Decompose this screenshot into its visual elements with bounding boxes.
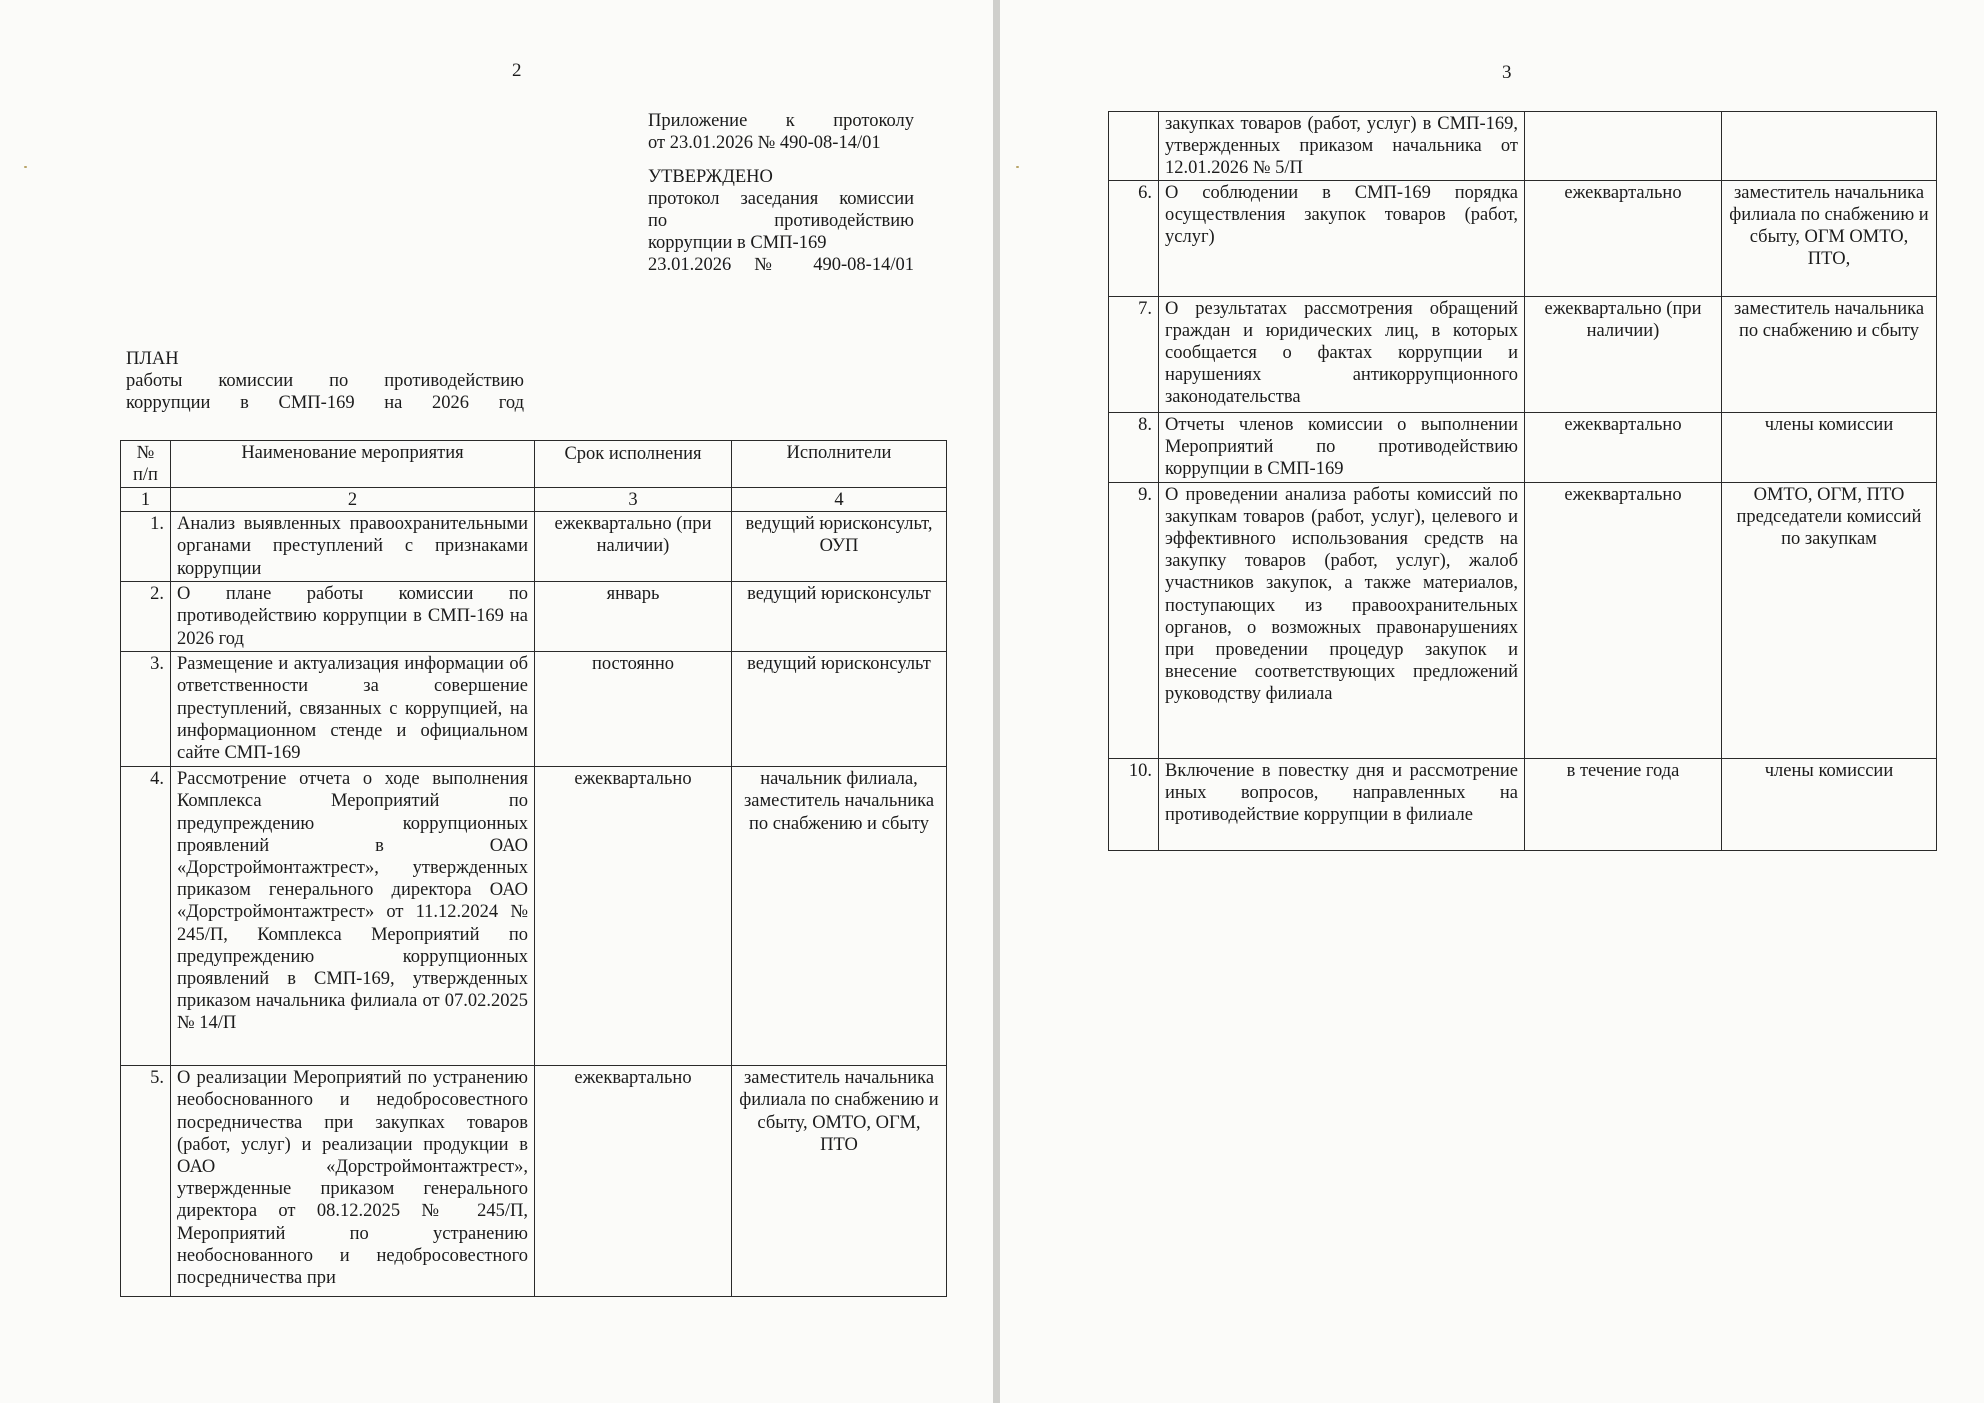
row-term: январь bbox=[535, 582, 732, 652]
row-executors bbox=[1722, 112, 1937, 181]
approved-block bbox=[648, 166, 914, 276]
row-number: 5. bbox=[121, 1066, 171, 1297]
row-name: Отчеты членов комиссии о выполнении Мероприятий по противодействию коррупции в СМП-169 bbox=[1159, 412, 1525, 482]
row-name: закупках товаров (работ, услуг) в СМП-169, утвержденных приказом начальника от 12.01.2026 № 5/П bbox=[1159, 112, 1525, 181]
table-row bbox=[121, 1066, 947, 1297]
row-term: ежеквартально bbox=[535, 767, 732, 1066]
row-name: О плане работы комиссии по противодействию коррупции в СМП-169 на 2026 год bbox=[171, 582, 535, 652]
table-row bbox=[121, 652, 947, 767]
row-term: ежеквартально bbox=[535, 1066, 732, 1297]
row-executors: начальник филиала, заместитель начальника по снабжению и сбыту bbox=[732, 767, 947, 1066]
plan-line: работы комиссии по противодействию bbox=[126, 371, 524, 391]
plan-title: ПЛАН bbox=[126, 349, 179, 369]
appendix-block bbox=[648, 110, 914, 154]
table-row bbox=[121, 582, 947, 652]
row-executors: ведущий юрисконсульт bbox=[732, 582, 947, 652]
plan-heading bbox=[126, 348, 524, 414]
scan-speck bbox=[1016, 166, 1019, 168]
row-term bbox=[1525, 112, 1722, 181]
plan-table-continued bbox=[1108, 111, 1937, 851]
table-row bbox=[1109, 758, 1937, 850]
row-name: О реализации Мероприятий по устранению необоснованного и недобросовестного посредничества при закупках товаров (работ, услуг) и реализации продукции в ОАО «Дорстроймонтажтрест», утвержденные приказом генерального директора от 08.12.2025 № 245/П, Мероприятий по устранению необоснованного и недобросовестного посредничества при bbox=[171, 1066, 535, 1297]
row-name: О результатах рассмотрения обращений граждан и юридических лиц, в которых сообщается о фактах коррупции и нарушениях антикоррупционного законодательства bbox=[1159, 296, 1525, 412]
header-num: № п/п bbox=[121, 441, 171, 488]
header-name: Наименование мероприятия bbox=[171, 441, 535, 488]
table-row bbox=[1109, 482, 1937, 758]
header-executors: Исполнители bbox=[732, 441, 947, 488]
approved-line: коррупции в СМП-169 bbox=[648, 233, 827, 253]
row-name: Анализ выявленных правоохранительными органами преступлений с признаками коррупции bbox=[171, 512, 535, 582]
table-row bbox=[121, 512, 947, 582]
approved-line: протокол заседания комиссии bbox=[648, 189, 914, 209]
row-term: ежеквартально bbox=[1525, 180, 1722, 296]
table-colnum-row bbox=[121, 488, 947, 512]
document-page-right bbox=[1000, 0, 1984, 1403]
header-term: Срок исполнения bbox=[535, 441, 732, 488]
row-name: Рассмотрение отчета о ходе выполнения Комплекса Мероприятий по предупреждению коррупционных проявлений в ОАО «Дорстроймонтажтрест», утвержденных приказом генерального директора ОАО «Дорстроймонтажтрест» от 11.12.2024 № 245/П, Комплекса Мероприятий по предупреждению коррупционных проявлений в СМП-169, утвержденных приказом начальника филиала от 07.02.2025 № 14/П bbox=[171, 767, 535, 1066]
row-number bbox=[1109, 112, 1159, 181]
plan-table bbox=[120, 440, 947, 1297]
row-executors: ведущий юрисконсульт bbox=[732, 652, 947, 767]
row-number: 1. bbox=[121, 512, 171, 582]
row-number: 6. bbox=[1109, 180, 1159, 296]
row-executors: заместитель начальника филиала по снабжению и сбыту, ОМТО, ОГМ, ПТО bbox=[732, 1066, 947, 1297]
table-row bbox=[1109, 412, 1937, 482]
table-header-row bbox=[121, 441, 947, 488]
row-executors: члены комиссии bbox=[1722, 758, 1937, 850]
row-name: О проведении анализа работы комиссий по закупкам товаров (работ, услуг), целевого и эффективного использования средств на закупку товаров (работ, услуг), жалоб участников закупок, а также материалов, поступающих из правоохранительных органов, о возможных правонарушениях при проведении процедур закупок и внесение соответствующих предложений руководству филиала bbox=[1159, 482, 1525, 758]
column-number: 1 bbox=[121, 488, 171, 512]
row-number: 9. bbox=[1109, 482, 1159, 758]
plan-line: коррупции в СМП-169 на 2026 год bbox=[126, 393, 524, 413]
row-term: в течение года bbox=[1525, 758, 1722, 850]
appendix-line: Приложение к протоколу bbox=[648, 111, 914, 131]
table-row bbox=[1109, 296, 1937, 412]
row-number: 2. bbox=[121, 582, 171, 652]
row-number: 4. bbox=[121, 767, 171, 1066]
column-number: 2 bbox=[171, 488, 535, 512]
row-executors: члены комиссии bbox=[1722, 412, 1937, 482]
table-row bbox=[1109, 180, 1937, 296]
table-row bbox=[1109, 112, 1937, 181]
approved-line: 23.01.2026 № 490-08-14/01 bbox=[648, 255, 914, 275]
row-term: ежеквартально bbox=[1525, 482, 1722, 758]
row-term: ежеквартально (при наличии) bbox=[535, 512, 732, 582]
scan-speck bbox=[24, 166, 27, 168]
row-number: 10. bbox=[1109, 758, 1159, 850]
row-term: ежеквартально (при наличии) bbox=[1525, 296, 1722, 412]
appendix-line: от 23.01.2026 № 490-08-14/01 bbox=[648, 133, 881, 153]
row-number: 7. bbox=[1109, 296, 1159, 412]
page-number: 3 bbox=[1502, 62, 1512, 83]
row-term: постоянно bbox=[535, 652, 732, 767]
row-executors: ОМТО, ОГМ, ПТО председатели комиссий по закупкам bbox=[1722, 482, 1937, 758]
row-executors: заместитель начальника филиала по снабжению и сбыту, ОГМ ОМТО, ПТО, bbox=[1722, 180, 1937, 296]
row-name: Размещение и актуализация информации об ответственности за совершение преступлений, связанных с коррупцией, на информационном стенде и официальном сайте СМП-169 bbox=[171, 652, 535, 767]
row-term: ежеквартально bbox=[1525, 412, 1722, 482]
approved-title: УТВЕРЖДЕНО bbox=[648, 167, 773, 187]
row-executors: ведущий юрисконсульт, ОУП bbox=[732, 512, 947, 582]
approved-line: по противодействию bbox=[648, 211, 914, 231]
row-number: 3. bbox=[121, 652, 171, 767]
row-name: О соблюдении в СМП-169 порядка осуществления закупок товаров (работ, услуг) bbox=[1159, 180, 1525, 296]
row-name: Включение в повестку дня и рассмотрение иных вопросов, направленных на противодействие коррупции в филиале bbox=[1159, 758, 1525, 850]
column-number: 4 bbox=[732, 488, 947, 512]
column-number: 3 bbox=[535, 488, 732, 512]
row-number: 8. bbox=[1109, 412, 1159, 482]
table-row bbox=[121, 767, 947, 1066]
row-executors: заместитель начальника по снабжению и сбыту bbox=[1722, 296, 1937, 412]
page-number: 2 bbox=[512, 60, 522, 81]
